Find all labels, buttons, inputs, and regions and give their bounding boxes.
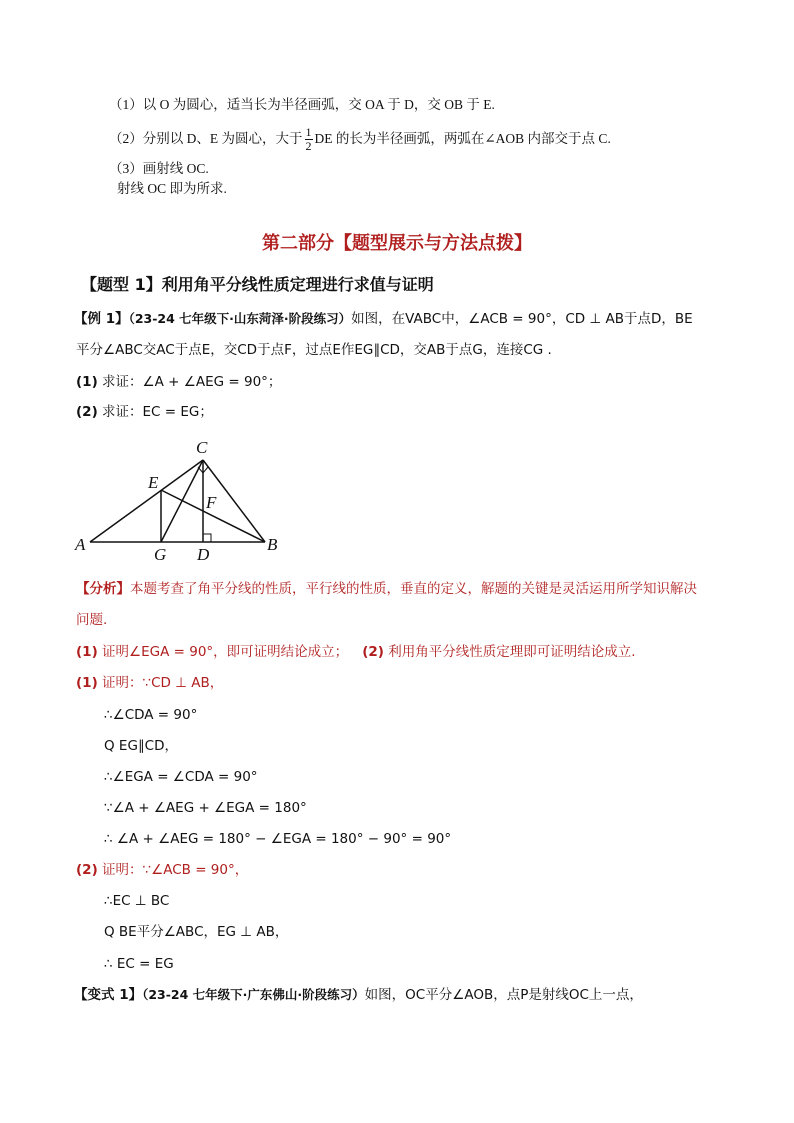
proof-2-head-text: 证明：∵∠ACB = 90°，: [97, 862, 249, 878]
step-2-pre: （2）分别以 D、E 为圆心，大于: [109, 131, 303, 146]
question-2-text: 求证：EC = EG；: [97, 404, 213, 420]
label-G: G: [154, 545, 167, 564]
label-E: E: [148, 473, 159, 492]
example-source: （23-24 七年级下·山东菏泽·阶段练习）: [128, 311, 352, 326]
question-2: [76, 403, 213, 421]
question-2-tag: (2): [76, 404, 98, 420]
right-angle-mark-D: [203, 534, 211, 542]
question-1-text: 求证：∠A + ∠AEG = 90°；: [97, 374, 282, 390]
analysis-tag: 【分析】: [76, 581, 130, 597]
proof-2-line-2: Q BE平分∠ABC，EG ⊥ AB，: [104, 924, 289, 940]
proof-1-line-3: ∴∠EGA = ∠CDA = 90°: [104, 769, 258, 785]
step-3: （3）画射线 OC.: [109, 161, 209, 176]
label-A: A: [75, 535, 86, 554]
analysis-text-1: 本题考查了角平分线的性质，平行线的性质，垂直的定义，解题的关键是灵活运用所学知识解决: [130, 581, 697, 597]
proof-1-line-4: ∵∠A + ∠AEG + ∠EGA = 180°: [104, 800, 307, 816]
analysis-part-1-tag: (1): [76, 644, 98, 660]
example-text-1: 如图，在VABC中，∠ACB = 90°，CD ⊥ AB于点D，BE: [351, 311, 693, 327]
proof-2-line-1: ∴EC ⊥ BC: [104, 893, 170, 909]
step-2: [109, 122, 611, 156]
proof-1-line-2: Q EG∥CD，: [104, 738, 178, 754]
section-title: 第二部分【题型展示与方法点拨】: [262, 233, 532, 254]
analysis-line-2: 问题.: [76, 612, 108, 628]
example-tag: 【例 1】: [74, 311, 129, 327]
example-line-2: 平分∠ABC交AC于点E，交CD于点F，过点E作EG∥CD，交AB于点G，连接CG .: [76, 342, 552, 358]
label-B: B: [267, 535, 278, 554]
analysis-part-2-text: 利用角平分线性质定理即可证明结论成立.: [383, 644, 636, 660]
question-1: [76, 373, 281, 391]
label-D: D: [197, 545, 210, 564]
fraction-denominator: 2: [305, 139, 312, 154]
step-2-post: DE 的长为半径画弧，两弧在∠AOB 内部交于点 C.: [314, 131, 611, 146]
triangle-figure: [70, 432, 300, 567]
step-conclusion: 射线 OC 即为所求.: [117, 181, 227, 196]
analysis-line-1: [76, 580, 697, 598]
analysis-part-2-tag: (2): [362, 644, 384, 660]
proof-1-line-5: ∴ ∠A + ∠AEG = 180° − ∠EGA = 180° − 90° = 90°: [104, 831, 452, 847]
fraction-one-half: [305, 126, 313, 153]
proof-2-tag: (2): [76, 862, 98, 878]
question-1-tag: (1): [76, 374, 98, 390]
proof-1-tag: (1): [76, 675, 98, 691]
segment-AC: [90, 460, 203, 542]
segment-CG: [161, 460, 203, 542]
proof-1-line-1: ∴∠CDA = 90°: [104, 707, 198, 723]
variant-tag: 【变式 1】: [74, 987, 143, 1003]
proof-1-head-text: 证明：∵CD ⊥ AB，: [97, 675, 224, 691]
step-1: （1）以 O 为圆心，适当长为半径画弧，交 OA 于 D，交 OB 于 E.: [109, 97, 495, 112]
variant-source: （23-24 七年级下·广东佛山·阶段练习）: [142, 987, 365, 1002]
variant-line: [74, 986, 643, 1004]
analysis-line-3: [76, 643, 636, 661]
proof-2-line-3: ∴ EC = EG: [104, 956, 174, 972]
fraction-numerator: 1: [305, 125, 312, 140]
variant-text: 如图，OC平分∠AOB，点P是射线OC上一点，: [364, 987, 643, 1003]
example-line-1: [74, 310, 693, 328]
proof-2-head: [76, 861, 248, 879]
label-F: F: [206, 493, 217, 512]
label-C: C: [196, 438, 208, 457]
proof-1-head: [76, 674, 223, 692]
type-title: 【题型 1】利用角平分线性质定理进行求值与证明: [81, 275, 434, 294]
analysis-part-1-text: 证明∠EGA = 90°，即可证明结论成立；: [97, 644, 349, 660]
